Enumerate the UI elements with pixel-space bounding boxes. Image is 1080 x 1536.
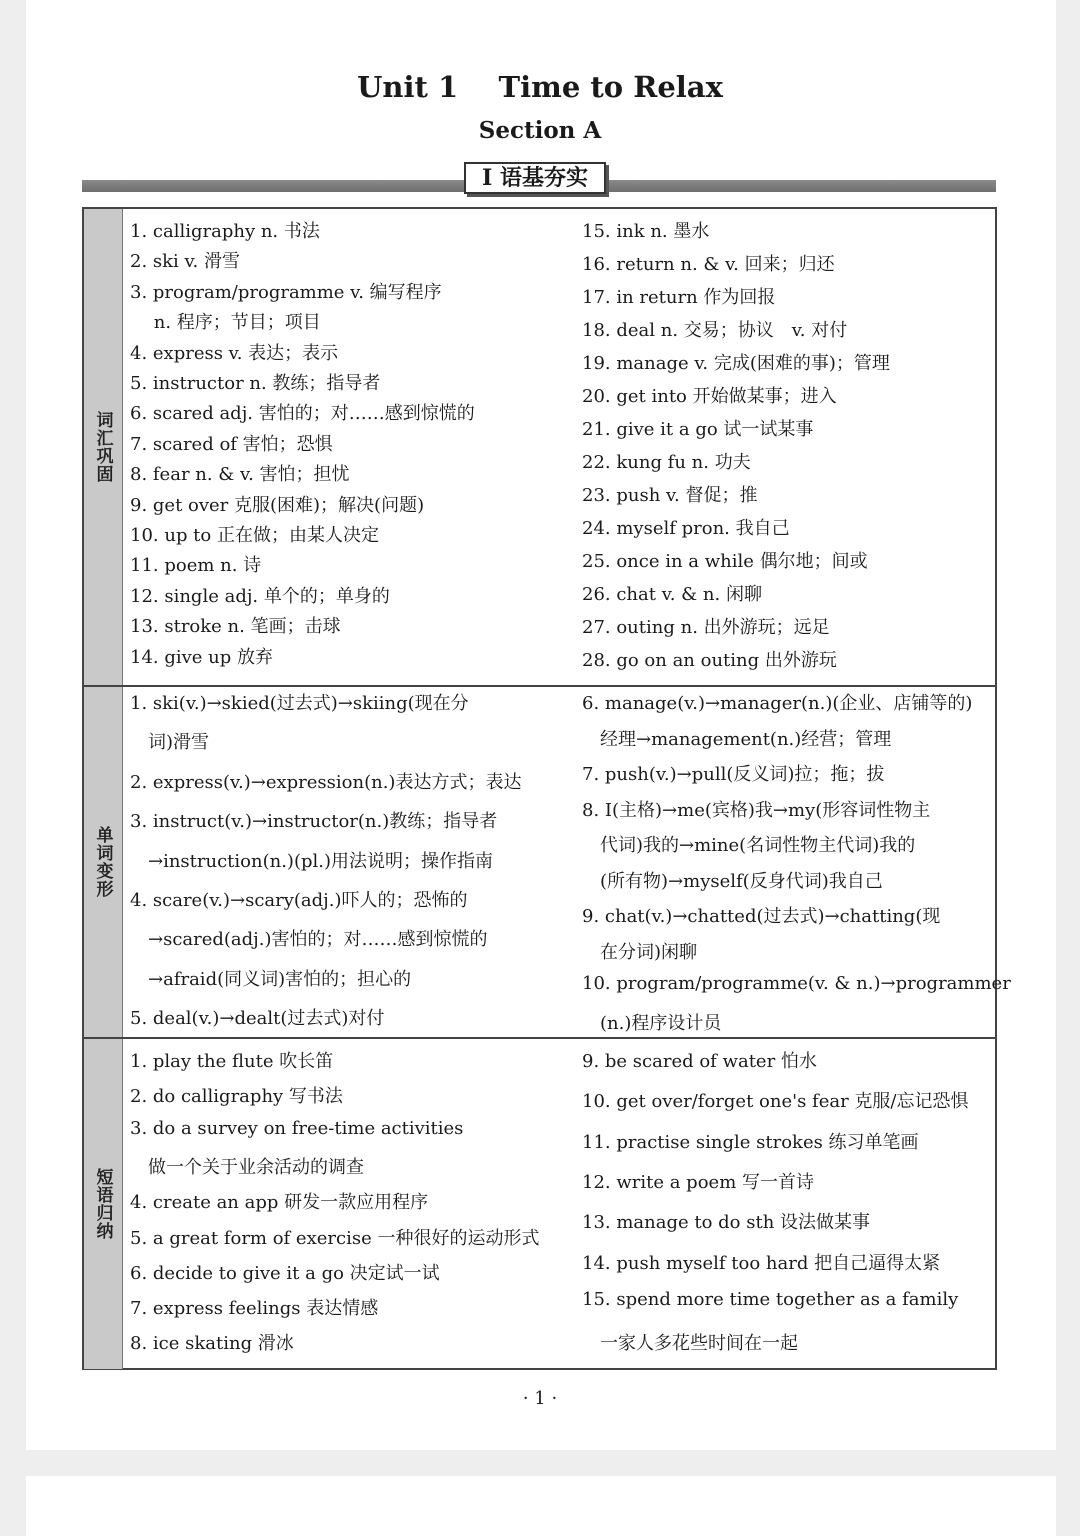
unit-title: Unit 1 Time to Relax	[357, 70, 723, 104]
entry-line: 经理→management(n.)经营；管理	[582, 728, 892, 750]
entry-line: 18. deal n. 交易；协议 v. 对付	[582, 320, 848, 341]
entry-line: 6. decide to give it a go 决定试一试	[130, 1262, 440, 1284]
entry-line: 11. poem n. 诗	[130, 555, 262, 577]
entry-line: 做一个关于业余活动的调查	[130, 1156, 364, 1178]
entry-line: 21. give it a go 试一试某事	[582, 419, 814, 440]
entry-line: 1. calligraphy n. 书法	[130, 221, 320, 242]
entry-line: 10. get over/forget one's fear 克服/忘记恐惧	[582, 1091, 969, 1113]
entry-line: →instruction(n.)(pl.)用法说明；操作指南	[130, 850, 494, 872]
entry-line: 12. single adj. 单个的；单身的	[130, 585, 390, 607]
entry-line: 6. manage(v.)→manager(n.)(企业、店铺等的)	[582, 693, 973, 714]
entry-line: 7. express feelings 表达情感	[130, 1298, 379, 1320]
vocab-table	[82, 207, 1011, 1370]
entry-line: 1. play the flute 吹长笛	[130, 1051, 334, 1072]
entry-line: n. 程序；节目；项目	[130, 312, 321, 334]
entry-line: 15. spend more time together as a family	[582, 1288, 959, 1310]
entry-line: 8. fear n. & v. 害怕；担忧	[130, 464, 350, 486]
entry-line: 22. kung fu n. 功夫	[582, 452, 751, 473]
section-phrases	[84, 1039, 995, 1369]
entry-line: 5. a great form of exercise 一种很好的运动形式	[130, 1227, 540, 1249]
entry-line: 26. chat v. & n. 闲聊	[582, 584, 762, 605]
entry-line: 4. create an app 研发一款应用程序	[130, 1192, 429, 1214]
page-number: · 1 ·	[522, 1388, 558, 1409]
entry-line: 16. return n. & v. 回来；归还	[582, 254, 835, 275]
entry-line: →afraid(同义词)害怕的；担心的	[130, 968, 412, 990]
entry-line: 20. get into 开始做某事；进入	[582, 386, 837, 407]
entry-line: 12. write a poem 写一首诗	[582, 1171, 814, 1193]
entry-line: 14. push myself too hard 把自己逼得太紧	[582, 1252, 941, 1274]
entry-line: (n.)程序设计员	[582, 1012, 722, 1034]
section-vocabulary	[84, 209, 995, 687]
entry-line: 14. give up 放弃	[130, 646, 274, 668]
entry-line: 9. get over 克服(困难)；解决(问题)	[130, 494, 425, 516]
entry-line: 8. ice skating 滑冰	[130, 1333, 294, 1355]
entry-line: 25. once in a while 偶尔地；间或	[582, 551, 868, 572]
entry-line: 4. scare(v.)→scary(adj.)吓人的；恐怖的	[130, 890, 468, 911]
entry-line: 7. push(v.)→pull(反义词)拉；拖；拔	[582, 764, 885, 785]
entry-line: 6. scared adj. 害怕的；对……感到惊慌的	[130, 403, 475, 425]
entry-line: 10. program/programme(v. & n.)→programmer	[582, 973, 1011, 994]
entry-line: 3. program/programme v. 编写程序	[130, 281, 442, 303]
sidebar-label-word-forms: 单词变形	[84, 687, 123, 1037]
entry-line: 代词)我的→mine(名词性物主代词)我的	[582, 835, 916, 856]
entry-line: 8. I(主格)→me(宾格)我→my(形容词性物主	[582, 799, 931, 821]
entry-line: 9. chat(v.)→chatted(过去式)→chatting(现	[582, 906, 941, 927]
entry-line: 11. practise single strokes 练习单笔画	[582, 1131, 919, 1153]
entry-line: (所有物)→myself(反身代词)我自己	[582, 870, 883, 892]
entry-line: 5. deal(v.)→dealt(过去式)对付	[130, 1008, 385, 1030]
entry-line: →scared(adj.)害怕的；对……感到惊慌的	[130, 929, 488, 951]
entry-line: 2. do calligraphy 写书法	[130, 1086, 343, 1108]
entry-line: 一家人多花些时间在一起	[582, 1333, 798, 1355]
entry-line: 词)滑雪	[130, 732, 210, 754]
banner-heading: I 语基夯实	[464, 162, 606, 194]
entry-line: 13. manage to do sth 设法做某事	[582, 1212, 871, 1234]
entry-line: 27. outing n. 出外游玩；远足	[582, 617, 830, 638]
entry-line: 17. in return 作为回报	[582, 287, 776, 308]
entry-line: 10. up to 正在做；由某人决定	[130, 525, 379, 546]
entry-line: 9. be scared of water 怕水	[582, 1051, 817, 1072]
entry-line: 15. ink n. 墨水	[582, 221, 710, 242]
entry-line: 2. express(v.)→expression(n.)表达方式；表达	[130, 771, 522, 793]
section-title: Section A	[478, 117, 602, 144]
entry-line: 7. scared of 害怕；恐惧	[130, 433, 333, 455]
entry-line: 3. do a survey on free-time activities	[130, 1117, 464, 1139]
entry-line: 在分词)闲聊	[582, 941, 698, 963]
entry-line: 19. manage v. 完成(困难的事)；管理	[582, 353, 890, 374]
sidebar-label-vocabulary: 词汇巩固	[84, 209, 123, 685]
entry-line: 1. ski(v.)→skied(过去式)→skiing(现在分	[130, 693, 469, 714]
entry-line: 4. express v. 表达；表示	[130, 342, 339, 364]
entry-line: 13. stroke n. 笔画；击球	[130, 616, 341, 638]
entry-line: 2. ski v. 滑雪	[130, 251, 240, 273]
entry-line: 23. push v. 督促；推	[582, 485, 758, 506]
entry-line: 24. myself pron. 我自己	[582, 518, 790, 539]
entry-line: 3. instruct(v.)→instructor(n.)教练；指导者	[130, 811, 498, 833]
entry-line: 28. go on an outing 出外游玩	[582, 650, 837, 671]
sidebar-label-phrases: 短语归纳	[84, 1039, 123, 1369]
entry-line: 5. instructor n. 教练；指导者	[130, 373, 381, 394]
next-page-edge	[26, 1476, 1056, 1536]
section-word-forms	[84, 687, 1011, 1039]
